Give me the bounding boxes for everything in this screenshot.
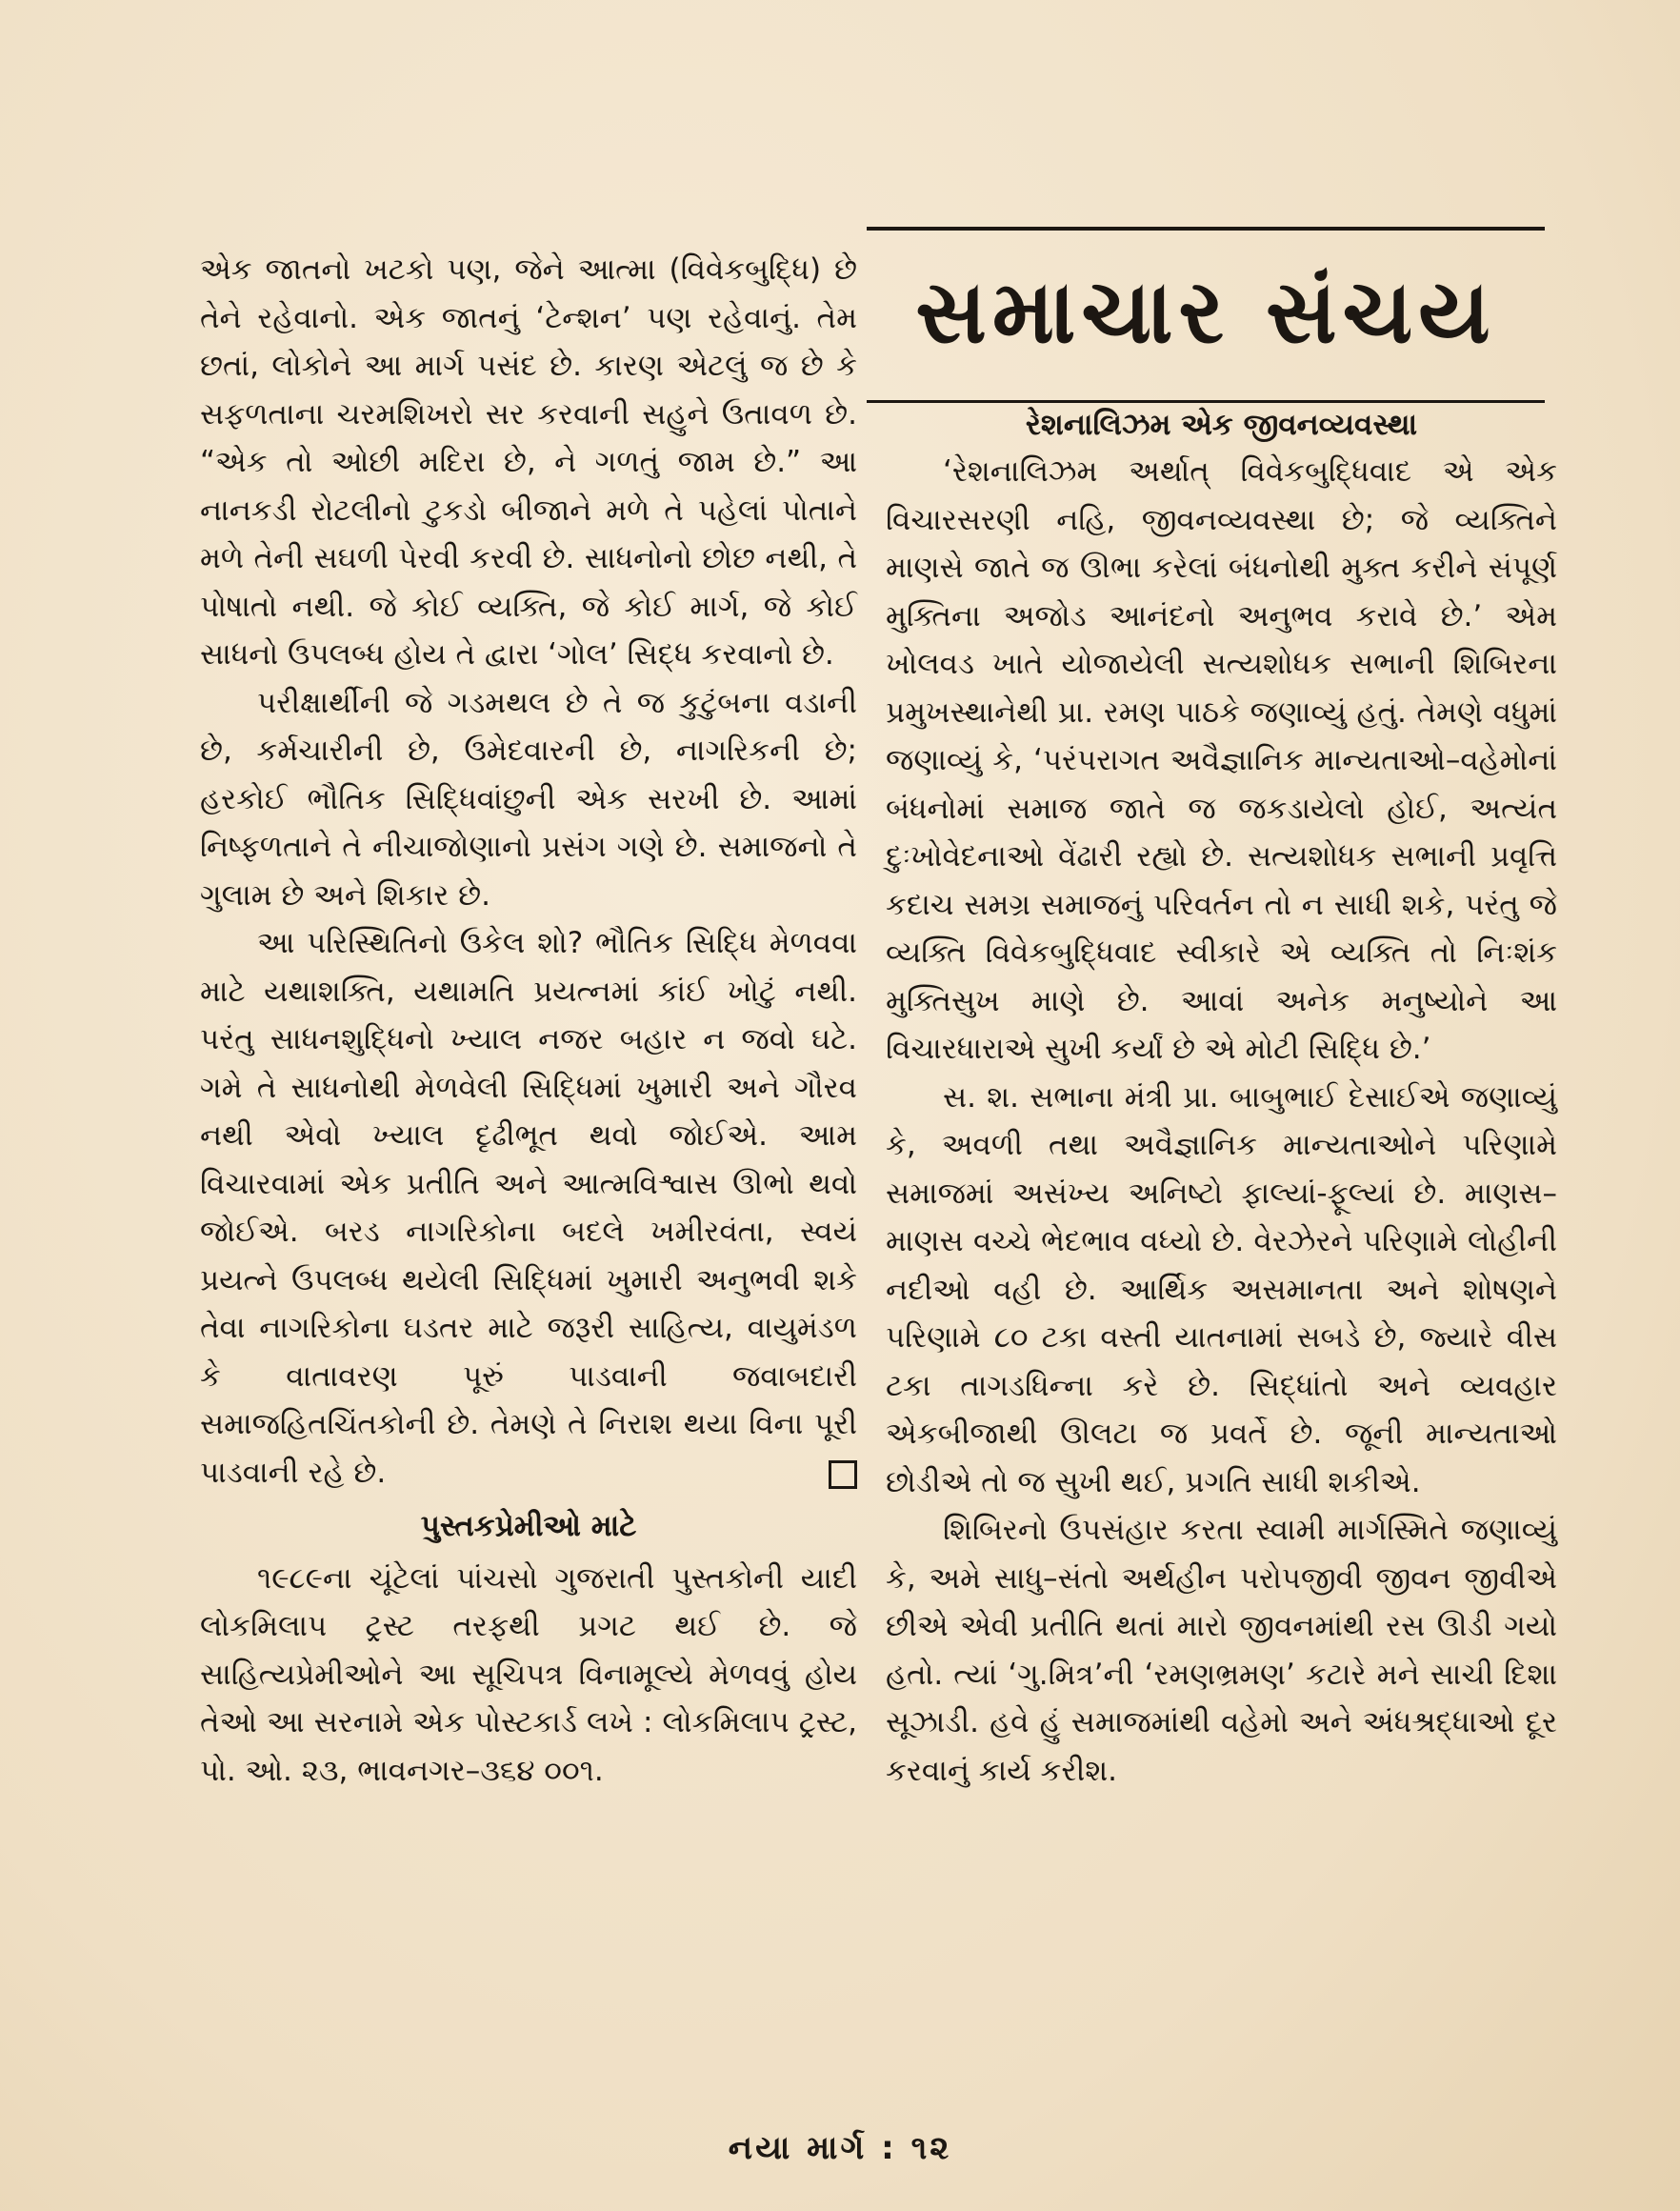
article-end-mark bbox=[829, 1460, 857, 1489]
left-paragraph-3 bbox=[200, 919, 857, 1497]
left-paragraph-1: એક જાતનો ખટકો પણ, જેને આત્મા (વિવેકબુદ્ધિ) છે તેને રહેવાનો. એક જાતનું ‘ટેન્શન’ પણ રહેવાનું. તેમ છતાં, લોકોને આ માર્ગ પસંદ છે. કારણ એટલું જ છે કે સફળતાના ચરમશિખરો સર કરવાની સહુને ઉતાવળ છે. “એક તો ઓછી મદિરા છે, ને ગળતું જામ છે.” આ નાનકડી રોટલીનો ટુકડો બીજાને મળે તે પહેલાં પોતાને મળે તેની સઘળી પેરવી કરવી છે. સાધનોનો છોછ નથી, તે પોષાતો નથી. જે કોઈ વ્યક્તિ, જે કોઈ માર્ગ, જે કોઈ સાધનો ઉપલબ્ધ હોય તે દ્વારા ‘ગોલ’ સિદ્ધ કરવાનો છે. bbox=[200, 252, 857, 672]
masthead-title: સમાચાર સંચય bbox=[915, 261, 1496, 363]
right-paragraph-3: શિબિરનો ઉપસંહાર કરતા સ્વામી માર્ગસ્મિતે જણાવ્યું કે, અમે સાધુ–સંતો અર્થહીન પરોપજીવી જીવન જીવીએ છીએ એવી પ્રતીતિ થતાં મારો જીવનમાંથી રસ ઊડી ગયો હતો. ત્યાં ‘ગુ.મિત્ર’ની ‘રમણભ્રમણ’ કટારે મને સાચી દિશા સૂઝાડી. હવે હું સમાજમાંથી વહેમો અને અંધશ્રદ્ધાઓ દૂર કરવાનું કાર્ય કરીશ. bbox=[886, 1513, 1557, 1788]
book-lovers-heading: પુસ્તકપ્રેમીઓ માટે bbox=[420, 1509, 637, 1543]
right-paragraph-2: સ. શ. સભાના મંત્રી પ્રા. બાબુભાઈ દેસાઈએ જણાવ્યું કે, અવળી તથા અવૈજ્ઞાનિક માન્યતાઓને પરિણામે સમાજમાં અસંખ્ય અનિષ્ટો ફાલ્યાં-ફૂલ્યાં છે. માણસ–માણસ વચ્ચે ભેદભાવ વધ્યો છે. વેરઝેરને પરિણામે લોહીની નદીઓ વહી છે. આર્થિક અસમાનતા અને શોષણને પરિણામે ૮૦ ટકા વસ્તી યાતનામાં સબડે છે, જ્યારે વીસ ટકા તાગડધિન્ના કરે છે. સિદ્ધાંતો અને વ્યવહાર એકબીજાથી ઊલટા જ પ્રવર્તે છે. જૂની માન્યતાઓ છોડીએ તો જ સુખી થઈ, પ્રગતિ સાધી શકીએ. bbox=[886, 1079, 1557, 1499]
right-column bbox=[886, 448, 1557, 1795]
rationalism-heading: રેશનાલિઝમ એક જીવનવ્યવસ્થા bbox=[1025, 408, 1418, 442]
left-paragraph-3-text: આ પરિસ્થિતિનો ઉકેલ શો? ભૌતિક સિદ્ધિ મેળવવા માટે યથાશક્તિ, યથામતિ પ્રયત્નમાં કાંઈ ખોટું નથી. પરંતુ સાધનશુદ્ધિનો ખ્યાલ નજર બહાર ન જવો ઘટે. ગમે તે સાધનોથી મેળવેલી સિદ્ધિમાં ખુમારી અને ગૌરવ નથી એવો ખ્યાલ દૃઢીભૂત થવો જોઈએ. આમ વિચારવામાં એક પ્રતીતિ અને આત્મવિશ્વાસ ઊભો થવો જોઈએ. બરડ નાગરિકોના બદલે ખમીરવંતા, સ્વયં પ્રયત્ને ઉપલબ્ધ થયેલી સિદ્ધિમાં ખુમારી અનુભવી શકે તેવા નાગરિકોના ઘડતર માટે જરૂરી સાહિત્ય, વાયુમંડળ કે વાતાવરણ પૂરું પાડવાની જવાબદારી સમાજહિતચિંતકોની છે. તેમણે તે નિરાશ થયા વિના પૂરી પાડવાની રહે છે. bbox=[200, 926, 857, 1490]
right-paragraph-1: ‘રેશનાલિઝમ અર્થાત્ વિવેકબુદ્ધિવાદ એ એક વિચારસરણી નહિ, જીવનવ્યવસ્થા છે; જે વ્યક્તિને માણસે જાતે જ ઊભા કરેલાં બંધનોથી મુક્ત કરીને સંપૂર્ણ મુક્તિના અજોડ આનંદનો અનુભવ કરાવે છે.’ એમ ખોલવડ ખાતે યોજાયેલી સત્યશોધક સભાની શિબિરના પ્રમુખસ્થાનેથી પ્રા. રમણ પાઠકે જણાવ્યું હતું. તેમણે વધુમાં જણાવ્યું કે, ‘પરંપરાગત અવૈજ્ઞાનિક માન્યતાઓ–વહેમોનાં બંધનોમાં સમાજ જાતે જ જકડાયેલો હોઈ, અત્યંત દુઃખોવેદનાઓ વેંઢારી રહ્યો છે. સત્યશોધક સભાની પ્રવૃત્તિ કદાચ સમગ્ર સમાજનું પરિવર્તન તો ન સાધી શકે, પરંતુ જે વ્યક્તિ વિવેકબુદ્ધિવાદ સ્વીકારે એ વ્યક્તિ તો નિઃશંક મુક્તિસુખ માણે છે. આવાં અનેક મનુષ્યોને આ વિચારધારાએ સુખી કર્યાં છે એ મોટી સિદ્ધિ છે.’ bbox=[886, 454, 1557, 1066]
book-list-paragraph: ૧૯૮૯ના ચૂંટેલાં પાંચસો ગુજરાતી પુસ્તકોની યાદી લોકમિલાપ ટ્રસ્ટ તરફથી પ્રગટ થઈ છે. જે સાહિત્યપ્રેમીઓને આ સૂચિપત્ર વિનામૂલ્યે મેળવવું હોય તેઓ આ સરનામે એક પોસ્ટકાર્ડ લખે : લોકમિલાપ ટ્રસ્ટ, પો. ઓ. ૨૩, ભાવનગર–૩૬૪ ૦૦૧. bbox=[200, 1560, 857, 1788]
masthead-top-rule bbox=[867, 227, 1545, 231]
page-footer: નયા માર્ગ : ૧૨ bbox=[728, 2129, 952, 2167]
left-column bbox=[200, 246, 857, 1795]
left-paragraph-2: પરીક્ષાર્થીની જે ગડમથલ છે તે જ કુટુંબના વડાની છે, કર્મચારીની છે, ઉમેદવારની છે, નાગરિકની છે; હરકોઈ ભૌતિક સિદ્ધિવાંછુની એક સરખી છે. આમાં નિષ્ફળતાને તે નીચાજોણાનો પ્રસંગ ગણે છે. સમાજનો તે ગુલામ છે અને શિકાર છે. bbox=[200, 685, 857, 913]
